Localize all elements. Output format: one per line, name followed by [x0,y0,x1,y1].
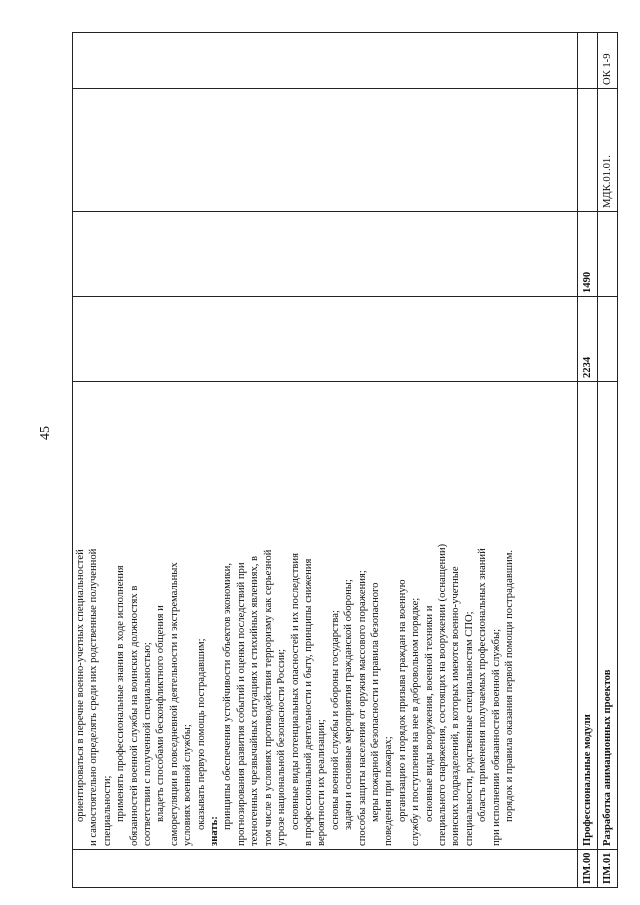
competencies-text [74,385,516,846]
text-line: организацию и порядок призыва граждан на военную [396,579,408,822]
hours-2-cell-empty [73,212,578,297]
row-competency [578,33,598,89]
text-line: в профессиональной деятельности и быту, принципы снижения [302,558,314,846]
text-line: специального снаряжения, состоящих на вооружении (оснащении) [436,543,448,846]
text-line: при исполнении обязанностей военной службы; [490,628,502,846]
hours-cell-empty [73,297,578,382]
text-line: обязанностей военной службы на воинских должностях в [128,585,140,846]
text-line: основные виды вооружения, военной техники и [423,605,435,822]
row-competency: ОК 1-9 [598,33,618,89]
competencies-cell [73,382,578,850]
rotated-page-content [72,33,617,888]
text-line: саморегуляции в повседневной деятельности и экстремальных [168,562,180,846]
text-line: оказывать первую помощь пострадавшим; [195,638,207,830]
text-line: угрозе национальной безопасности России; [276,649,288,846]
text-line: службу и поступления на нее в добровольном порядке; [410,597,422,846]
table-row [578,33,598,888]
row-code: ПМ.00 [578,850,598,888]
text-line: воинских подразделений, в которых имеются военно-учетные [450,566,462,846]
text-line: поведения при пожарах; [383,736,395,846]
row-hours-total [598,297,618,382]
page-number: 45 [38,426,53,440]
table-row-main [73,33,578,888]
row-hours-2: 1490 [578,212,598,297]
text-line: задачи и основные мероприятия гражданской обороны; [343,579,355,830]
text-line: принципы обеспечения устойчивости объектов экономики, [222,563,234,830]
text-line: специальности; [101,775,113,846]
row-hours-total: 2234 [578,297,598,382]
text-line: и самостоятельно определять среди них родственные полученной [88,548,100,846]
text-line: порядок и правила оказания первой помощи пострадавшим. [504,549,515,822]
index-cell-empty [73,89,578,212]
row-index [578,89,598,212]
competency-code-cell-empty [73,33,578,89]
row-hours-2 [598,212,618,297]
table-row [598,33,618,888]
text-line: меры пожарной безопасности и правила безопасного [369,582,381,822]
code-cell-empty [73,850,578,888]
text-line: применять профессиональные знания в ходе исполнения [115,565,127,822]
row-index: МДК.01.01. [598,89,618,212]
text-line: прогнозирования развития событий и оценки последствий при [235,562,247,846]
text-line: том числе в условиях противодействия терроризму как серьезной [262,549,274,846]
text-line: ориентироваться в перечне военно-учетных специальностей [75,549,86,822]
curriculum-table [72,32,618,888]
text-line: владеть способами бесконфликтного общения и [155,605,167,822]
row-code: ПМ.01 [598,850,618,888]
row-name: Профессиональные модули [578,382,598,850]
text-line: основы военной службы и обороны государства; [329,610,341,830]
text-line: условиях военной службы; [182,724,194,846]
text-line: способы защиты населения от оружия массового поражения; [356,570,368,846]
text-line: специальности, родственные специальностям СПО; [463,611,475,846]
text-line: вероятности их реализации; [316,719,328,846]
text-line: соответствии с полученной специальностью; [142,642,154,846]
text-line: основные виды потенциальных опасностей и их последствия [289,553,301,830]
text-line: знать: [209,816,221,846]
row-name: Разработка анимационных проектов [598,382,618,850]
text-line: техногенных чрезвычайных ситуациях и стихийных явлениях, в [249,555,261,846]
text-line: область применения получаемых профессиональных знаний [477,548,489,822]
